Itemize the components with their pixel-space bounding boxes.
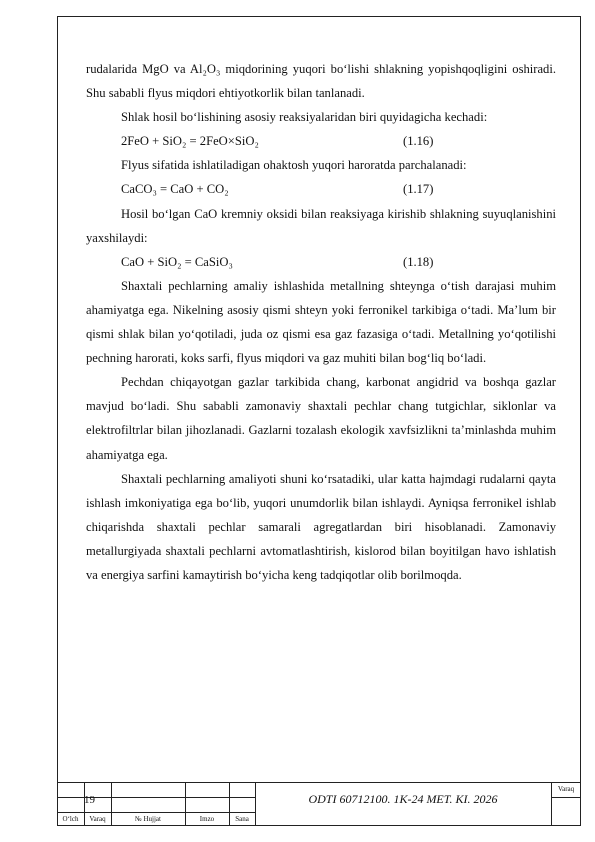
equation-formula: CaO + SiO₂ = CaSiO₃ — [121, 254, 233, 269]
paragraph-6: Pechdan chiqayotgan gazlar tarkibida chang, karbonat angidrid va boshqa gazlar mavjud bo‘ladi. Shu sababli zamonaviy shaxtali pechlar chang tutgichlar, siklonlar va elektrofiltrlar bilan jihozlanadi. Gazlarni tozalash ekologik xavfsizlikni ta’minlashda muhim ahamiyatga ega. — [86, 375, 556, 462]
equation-number: (1.17) — [403, 182, 434, 197]
equation-number: (1.18) — [403, 254, 434, 269]
equation-number: (1.16) — [403, 134, 434, 149]
equation-1-16 — [86, 129, 556, 153]
page-number: 19 — [84, 794, 95, 806]
column-olch: O‘lch — [62, 815, 79, 823]
column-hujjat: № Hujjat — [135, 815, 161, 823]
paragraph-4: Hosil bo‘lgan CaO kremniy oksidi bilan reaksiyaga kirishib shlakning suyuqlanishini yaxshilaydi: — [86, 206, 556, 245]
paragraph-5: Shaxtali pechlarning amaliy ishlashida metallning shteynga o‘tish darajasi muhim ahamiyatga ega. Nikelning asosiy qismi shteyn yoki ferronikel tarkibiga o‘tadi. Ma’lum bir qismi shlak bilan yo‘qotiladi, juda oz qismi esa gaz fazasiga o‘tadi. Metallning yo‘qotilishi pechning harorati, koks sarfi, flyus miqdori va gaz muhiti bilan bog‘liq bo‘ladi. — [86, 278, 556, 366]
paragraph-1: rudalarida MgO va Al₂O₃ miqdorining yuqori bo‘lishi shlakning yopishqoqligini oshiradi. Shu sababli flyus miqdori ehtiyotkorlik bilan tanlanadi. — [86, 62, 556, 101]
equation-formula: CaCO₃ = CaO + CO₂ — [121, 182, 229, 197]
column-imzo: Imzo — [199, 815, 215, 823]
equation-formula: 2FeO + SiO₂ = 2FeO×SiO₂ — [121, 134, 259, 149]
equation-1-17 — [86, 177, 556, 201]
document-body — [86, 57, 556, 587]
paragraph-7: Shaxtali pechlarning amaliyoti shuni ko‘rsatadiki, ular katta hajmdagi rudalarni qayta ishlash imkoniyatiga ega bo‘lib, yuqori unumdorlik bilan ishlaydi. Ayniqsa ferronikel ishlab chiqarishda shaxtali pechlar samarali agregatlardan biri hisoblanadi. Zamonaviy metallurgiyada shaxtali pechlarni avtomatlashtirish, kislorod bilan boyitilgan havo ishlatish va energiya sarfini kamaytirish bo‘yicha keng tadqiqotlar olib borilmoqda. — [86, 471, 556, 582]
column-sana: Sana — [235, 815, 249, 823]
document-code: ODTI 60712100. 1K-24 MET. KI. 2026 — [308, 792, 498, 806]
paragraph-3: Flyus sifatida ishlatiladigan ohaktosh yuqori haroratda parchalanadi: — [121, 158, 467, 173]
equation-1-18 — [86, 250, 556, 274]
sheet-label: Varaq — [557, 785, 575, 793]
paragraph-2: Shlak hosil bo‘lishining asosiy reaksiyalaridan biri quyidagicha kechadi: — [121, 110, 488, 125]
column-varaq: Varaq — [89, 815, 106, 823]
title-block — [57, 782, 581, 826]
